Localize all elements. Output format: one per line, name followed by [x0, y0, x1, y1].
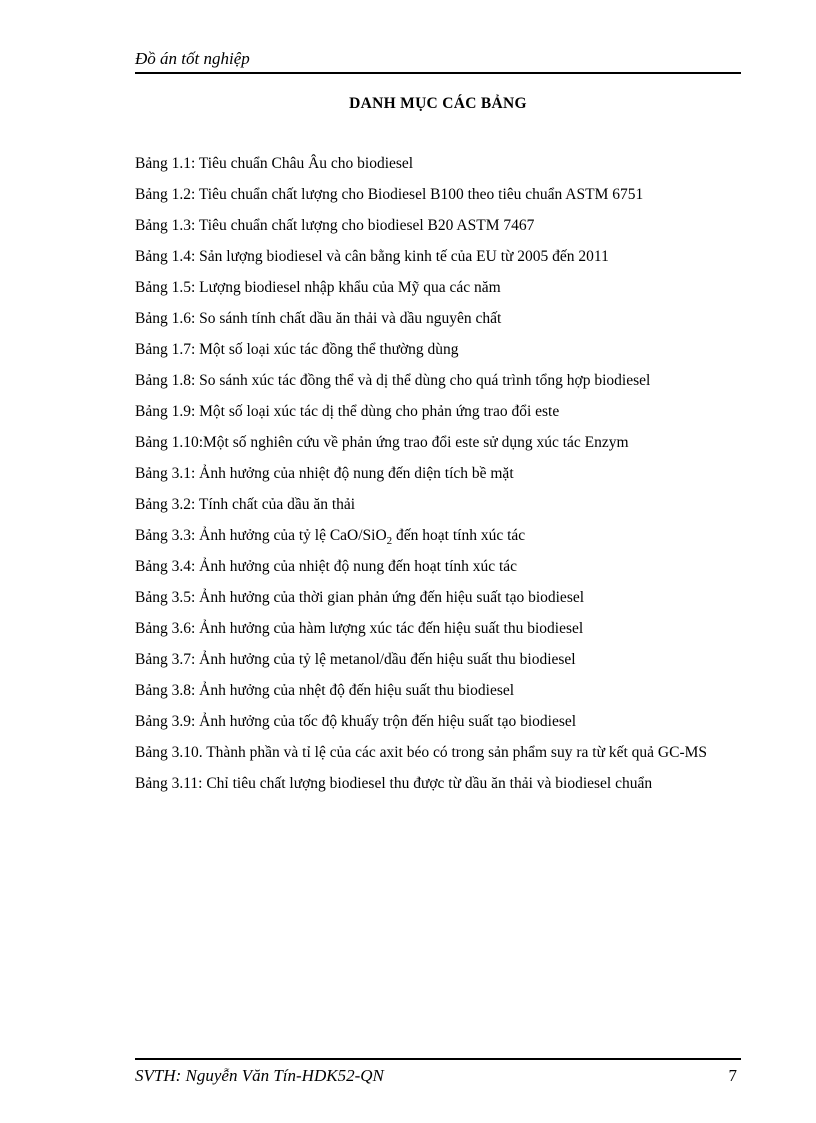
table-entry-1-7: Bảng 1.7: Một số loại xúc tác đồng thể thường dùng [135, 341, 459, 358]
table-entry-1-3: Bảng 1.3: Tiêu chuẩn chất lượng cho biodiesel B20 ASTM 7467 [135, 217, 535, 234]
page-number: 7 [728, 1066, 737, 1085]
table-entry-1-8: Bảng 1.8: So sánh xúc tác đồng thể và dị thể dùng cho quá trình tổng hợp biodiesel [135, 372, 651, 389]
page-header [135, 46, 741, 74]
table-entry-3-7: Bảng 3.7: Ảnh hưởng của tỷ lệ metanol/dầu đến hiệu suất thu biodiesel [135, 651, 576, 668]
table-entry-1-6: Bảng 1.6: So sánh tính chất dầu ăn thải và dầu nguyên chất [135, 310, 502, 327]
header-title: Đồ án tốt nghiệp [135, 49, 250, 68]
table-entry-3-4: Bảng 3.4: Ảnh hưởng của nhiệt độ nung đến hoạt tính xúc tác [135, 558, 518, 575]
table-entry-3-6: Bảng 3.6: Ảnh hưởng của hàm lượng xúc tác đến hiệu suất thu biodiesel [135, 620, 584, 637]
table-entry-1-2: Bảng 1.2: Tiêu chuẩn chất lượng cho Biodiesel B100 theo tiêu chuẩn ASTM 6751 [135, 186, 644, 203]
table-entry-3-5: Bảng 3.5: Ảnh hưởng của thời gian phản ứng đến hiệu suất tạo biodiesel [135, 589, 585, 606]
table-entry-3-1: Bảng 3.1: Ảnh hưởng của nhiệt độ nung đến diện tích bề mặt [135, 465, 514, 482]
table-entry-3-3 [135, 525, 741, 547]
table-entry-1-5: Bảng 1.5: Lượng biodiesel nhập khẩu của Mỹ qua các năm [135, 279, 501, 296]
table-entry-3-3-subscript: 2 [386, 535, 393, 548]
table-entry-3-10: Bảng 3.10. Thành phần và tỉ lệ của các axit béo có trong sản phẩm suy ra từ kết quả GC-MS [135, 744, 708, 761]
footer-author: SVTH: Nguyễn Văn Tín-HDK52-QN [135, 1066, 384, 1085]
table-entry-3-3-text: Bảng 3.3: Ảnh hưởng của tỷ lệ CaO/SiO [135, 527, 387, 544]
table-entry-1-9: Bảng 1.9: Một số loại xúc tác dị thể dùng cho phản ứng trao đổi este [135, 403, 560, 420]
table-entry-3-8: Bảng 3.8: Ảnh hưởng của nhệt độ đến hiệu suất thu biodiesel [135, 682, 515, 699]
table-entry-3-2: Bảng 3.2: Tính chất của dầu ăn thải [135, 496, 356, 513]
list-of-tables-heading: DANH MỤC CÁC BẢNG [349, 95, 527, 112]
page-footer [135, 1058, 741, 1090]
table-entry-1-4: Bảng 1.4: Sản lượng biodiesel và cân bằng kinh tế của EU từ 2005 đến 2011 [135, 248, 609, 265]
table-entry-1-1: Bảng 1.1: Tiêu chuẩn Châu Âu cho biodiesel [135, 155, 414, 172]
table-entry-3-11: Bảng 3.11: Chỉ tiêu chất lượng biodiesel thu được từ dầu ăn thải và biodiesel chuẩn [135, 775, 653, 792]
table-entry-1-10: Bảng 1.10:Một số nghiên cứu về phản ứng trao đổi este sử dụng xúc tác Enzym [135, 434, 629, 451]
table-entry-3-3-suffix: đến hoạt tính xúc tác [392, 527, 526, 544]
table-list [135, 153, 741, 804]
table-entry-3-9: Bảng 3.9: Ảnh hưởng của tốc độ khuấy trộn đến hiệu suất tạo biodiesel [135, 713, 577, 730]
